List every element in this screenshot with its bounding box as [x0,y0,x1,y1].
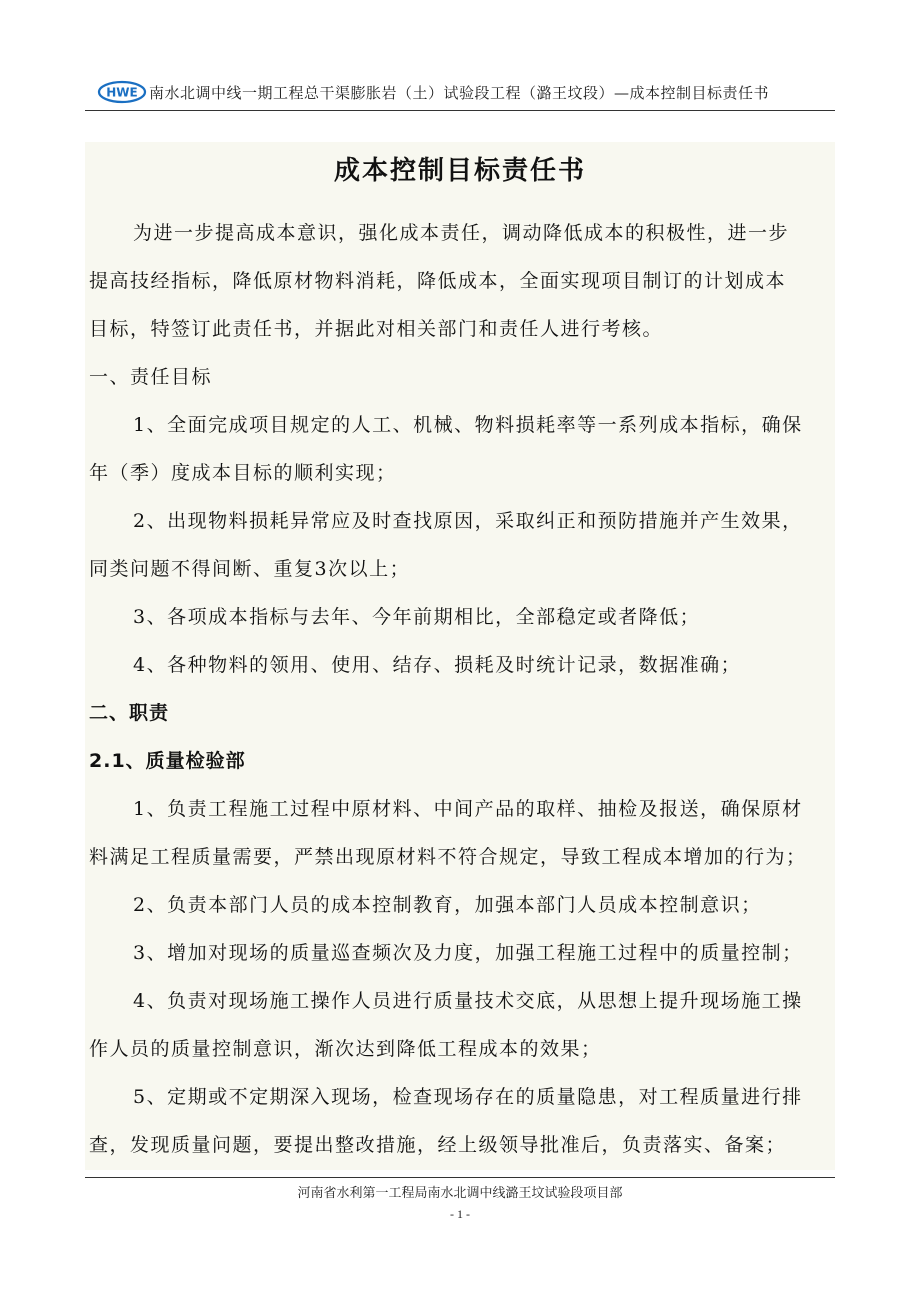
paragraph-line: 目标，特签订此责任书，并据此对相关部门和责任人进行考核。 [89,318,664,340]
footer-organization: 河南省水利第一工程局南水北调中线潞王坟试验段项目部 [297,1186,623,1201]
paragraph-line: 查，发现质量问题，要提出整改措施，经上级领导批准后，负责落实、备案； [89,1134,787,1156]
paragraph-line: 料满足工程质量需要，严禁出现原材料不符合规定，导致工程成本增加的行为； [89,846,807,868]
paragraph-line: 2、出现物料损耗异常应及时查找原因，采取纠正和预防措施并产生效果， [133,510,803,532]
paragraph-line: 2、负责本部门人员的成本控制教育，加强本部门人员成本控制意识； [133,894,762,916]
paragraph-line: 4、各种物料的领用、使用、结存、损耗及时统计记录，数据准确； [133,654,742,676]
subsection-heading: 2.1、质量检验部 [89,750,246,772]
section-heading: 一、责任目标 [89,366,213,388]
paragraph-line: 作人员的质量控制意识，渐次达到降低工程成本的效果； [89,1038,602,1060]
paragraph-line: 1、全面完成项目规定的人工、机械、物料损耗率等一系列成本指标，确保 [133,414,803,436]
paragraph-line: 5、定期或不定期深入现场，检查现场存在的质量隐患，对工程质量进行排 [133,1086,803,1108]
paragraph-line: 1、负责工程施工过程中原材料、中间产品的取样、抽检及报送，确保原材 [133,798,803,820]
paragraph-line: 同类问题不得间断、重复3次以上； [89,558,411,580]
section-heading: 二、职责 [89,702,170,724]
header-title: 南水北调中线一期工程总干渠膨胀岩（土）试验段工程（潞王坟段）—成本控制目标责任书 [149,84,770,102]
logo-text: HWE [106,85,138,100]
paragraph-line: 4、负责对现场施工操作人员进行质量技术交底，从思想上提升现场施工操 [133,990,803,1012]
paragraph-line: 提高技经指标，降低原材物料消耗，降低成本，全面实现项目制订的计划成本 [89,270,787,292]
paragraph-line: 为进一步提高成本意识，强化成本责任，调动降低成本的积极性，进一步 [133,222,790,244]
footer-divider [85,1177,835,1178]
document-title: 成本控制目标责任书 [333,156,586,186]
page-number: - 1 - [450,1207,470,1221]
paragraph-line: 3、增加对现场的质量巡查频次及力度，加强工程施工过程中的质量控制； [133,942,803,964]
paragraph-line: 年（季）度成本目标的顺利实现； [89,462,397,484]
hwe-logo-icon [97,80,147,104]
paragraph-line: 3、各项成本指标与去年、今年前期相比，全部稳定或者降低； [133,606,701,628]
page-header [85,78,835,111]
document-body [85,142,835,1170]
